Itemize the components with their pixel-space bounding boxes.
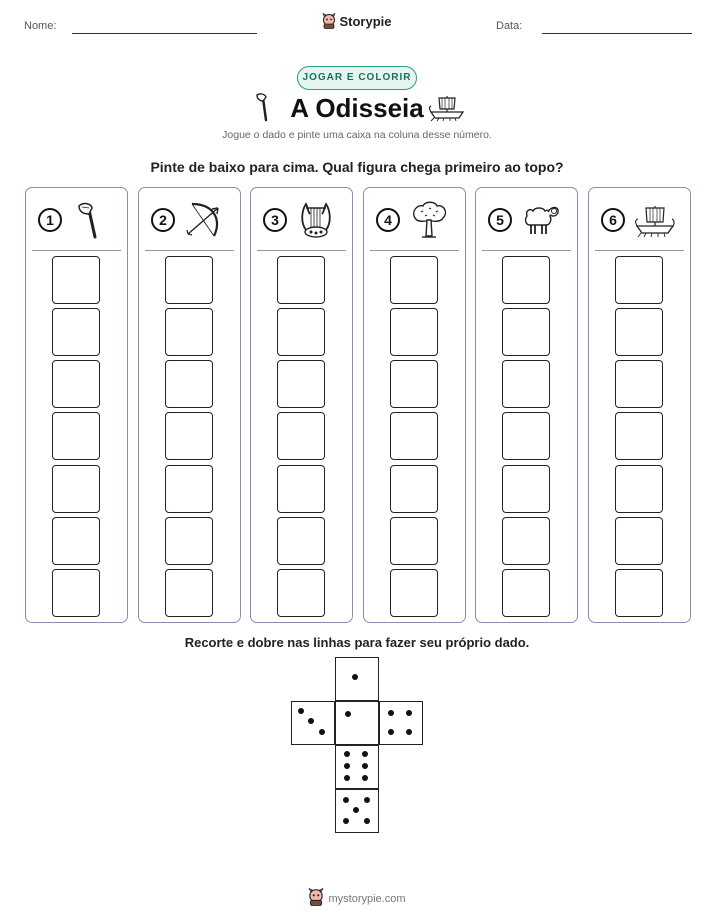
- color-box[interactable]: [615, 360, 663, 408]
- color-box[interactable]: [502, 517, 550, 565]
- die-instruction: Recorte e dobre nas linhas para fazer seu próprio dado.: [184, 635, 530, 650]
- column-2: [138, 187, 241, 623]
- subtitle: Jogue o dado e pinte uma caixa na coluna desse número.: [222, 129, 492, 141]
- die-pip: [362, 775, 368, 781]
- color-box[interactable]: [277, 256, 325, 304]
- storypie-mascot-icon: [322, 13, 336, 32]
- die-face-1b: [335, 701, 379, 745]
- color-box[interactable]: [502, 256, 550, 304]
- footer-url: mystorypie.com: [328, 893, 406, 905]
- color-box[interactable]: [165, 465, 213, 513]
- color-box[interactable]: [502, 465, 550, 513]
- die-pip: [343, 797, 349, 803]
- name-label: Nome:: [24, 20, 57, 32]
- instruction: Pinte de baixo para cima. Qual figura chega primeiro ao topo?: [150, 159, 564, 175]
- column-number: 4: [376, 208, 400, 232]
- die-pip: [364, 797, 370, 803]
- color-box[interactable]: [390, 465, 438, 513]
- color-box[interactable]: [502, 569, 550, 617]
- color-box[interactable]: [277, 412, 325, 460]
- color-box[interactable]: [52, 256, 100, 304]
- column-divider: [370, 250, 459, 251]
- die-pip: [406, 710, 412, 716]
- die-face-5: [335, 789, 379, 833]
- color-box[interactable]: [165, 569, 213, 617]
- axe-icon: [71, 200, 111, 245]
- column-number: 2: [151, 208, 175, 232]
- die-face-4: [379, 701, 423, 745]
- color-box[interactable]: [277, 360, 325, 408]
- die-pip: [353, 807, 359, 813]
- column-1: [25, 187, 128, 623]
- footer: [0, 888, 714, 909]
- column-divider: [145, 250, 234, 251]
- die-pip: [343, 818, 349, 824]
- die-pip: [388, 729, 394, 735]
- die-pip: [388, 710, 394, 716]
- die-pip: [362, 763, 368, 769]
- date-line: [542, 33, 692, 34]
- column-4: [363, 187, 466, 623]
- color-box[interactable]: [165, 308, 213, 356]
- die-face-3: [291, 701, 335, 745]
- column-number: 3: [263, 208, 287, 232]
- bow-icon: [184, 200, 224, 245]
- ship-icon: [428, 92, 466, 127]
- die-pip: [352, 674, 358, 680]
- column-5: [475, 187, 578, 623]
- storypie-mascot-icon: [308, 888, 324, 909]
- die-face-6: [335, 745, 379, 789]
- color-box[interactable]: [277, 465, 325, 513]
- activity-badge: JOGAR E COLORIR: [297, 66, 417, 90]
- color-box[interactable]: [615, 256, 663, 304]
- die-face-1: [335, 657, 379, 701]
- color-box[interactable]: [615, 569, 663, 617]
- color-box[interactable]: [165, 360, 213, 408]
- color-box[interactable]: [165, 256, 213, 304]
- color-box[interactable]: [277, 569, 325, 617]
- column-divider: [32, 250, 121, 251]
- die-pip: [344, 751, 350, 757]
- color-box[interactable]: [390, 256, 438, 304]
- column-number: 6: [601, 208, 625, 232]
- column-number: 1: [38, 208, 62, 232]
- color-box[interactable]: [390, 360, 438, 408]
- color-box[interactable]: [52, 569, 100, 617]
- die-pip: [319, 729, 325, 735]
- column-divider: [482, 250, 571, 251]
- column-6: [588, 187, 691, 623]
- color-box[interactable]: [615, 308, 663, 356]
- brand-name: Storypie: [339, 14, 392, 29]
- color-box[interactable]: [52, 465, 100, 513]
- lyre-icon: [296, 200, 336, 245]
- die-pip: [344, 763, 350, 769]
- die-pip: [344, 775, 350, 781]
- color-box[interactable]: [52, 360, 100, 408]
- ram-icon: [521, 200, 561, 245]
- page-title: A Odisseia: [290, 93, 424, 123]
- color-box[interactable]: [52, 308, 100, 356]
- color-box[interactable]: [390, 517, 438, 565]
- name-line: [72, 33, 257, 34]
- color-box[interactable]: [165, 517, 213, 565]
- color-box[interactable]: [390, 569, 438, 617]
- brand-logo: [0, 13, 714, 32]
- color-box[interactable]: [52, 517, 100, 565]
- color-box[interactable]: [615, 517, 663, 565]
- column-divider: [257, 250, 346, 251]
- die-pip: [364, 818, 370, 824]
- color-box[interactable]: [615, 465, 663, 513]
- column-3: [250, 187, 353, 623]
- color-box[interactable]: [165, 412, 213, 460]
- color-box[interactable]: [390, 412, 438, 460]
- color-box[interactable]: [277, 308, 325, 356]
- die-pip: [308, 718, 314, 724]
- color-box[interactable]: [277, 517, 325, 565]
- color-box[interactable]: [502, 412, 550, 460]
- date-label: Data:: [496, 20, 523, 32]
- column-number: 5: [488, 208, 512, 232]
- column-divider: [595, 250, 684, 251]
- die-pip: [345, 711, 351, 717]
- color-box[interactable]: [502, 308, 550, 356]
- die-pip: [298, 708, 304, 714]
- color-box[interactable]: [52, 412, 100, 460]
- ship-icon: [634, 200, 676, 245]
- die-pip: [362, 751, 368, 757]
- color-box[interactable]: [615, 412, 663, 460]
- color-box[interactable]: [390, 308, 438, 356]
- olive-tree-icon: [409, 200, 449, 245]
- color-box[interactable]: [502, 360, 550, 408]
- die-pip: [406, 729, 412, 735]
